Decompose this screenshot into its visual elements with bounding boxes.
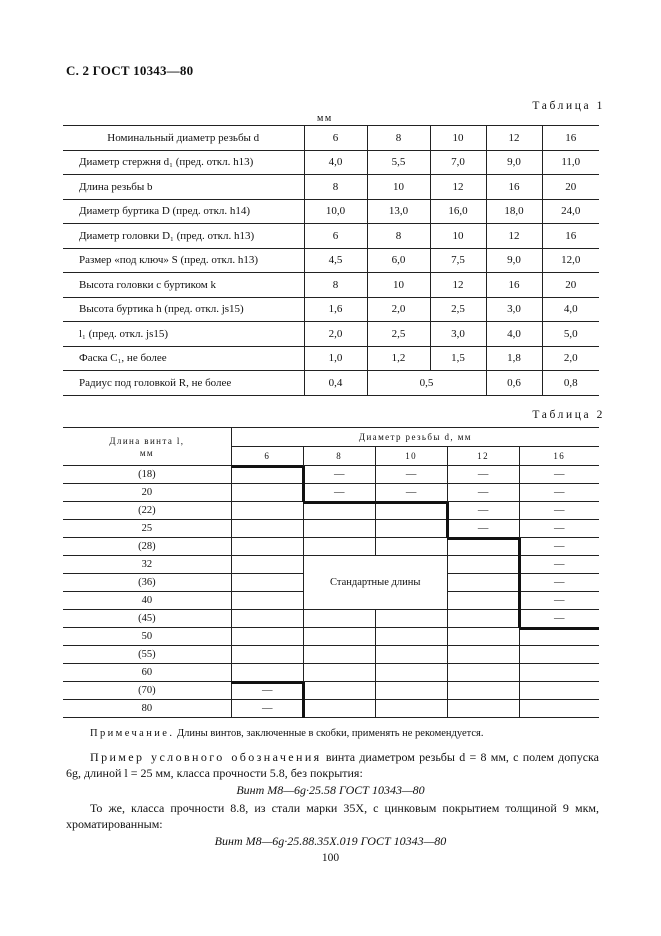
- table2-cell: [303, 646, 375, 664]
- table1-row: [63, 322, 599, 347]
- table2-cell: —: [447, 484, 519, 502]
- table1-cell: 16: [542, 224, 599, 249]
- table2-cell: [447, 682, 519, 700]
- table1-row-label: l₁ (пред. откл. js15): [63, 322, 304, 347]
- note-lead: Примечание.: [90, 728, 175, 739]
- table2-row: [63, 682, 599, 700]
- table2-cell: [303, 682, 375, 700]
- table2-cell: —: [375, 466, 447, 484]
- table1-row-label: Диаметр стержня d₁ (пред. откл. h13): [63, 150, 304, 175]
- table2-cell: [231, 574, 303, 592]
- table2-cell: [375, 502, 447, 520]
- table2-diam-16: 16: [519, 447, 599, 466]
- table2-cell: [375, 538, 447, 556]
- table1-cell: 12: [486, 224, 542, 249]
- table2-cell: [303, 628, 375, 646]
- table1-cell: 9,0: [486, 150, 542, 175]
- table1-caption: Таблица 1: [532, 100, 605, 112]
- table1-cell: 5,5: [367, 150, 430, 175]
- table2-row: [63, 646, 599, 664]
- example-1-paragraph: [66, 749, 599, 781]
- table1-cell: 3,0: [430, 322, 486, 347]
- table2-cell: [375, 628, 447, 646]
- table2-row: [63, 628, 599, 646]
- table2-cell: [519, 664, 599, 682]
- table2-row: [63, 466, 599, 484]
- table1-cell: 12,0: [542, 248, 599, 273]
- table1-cell: 2,0: [304, 322, 367, 347]
- table2-cell: [447, 610, 519, 628]
- table1-row: [63, 297, 599, 322]
- table2-cell: [519, 700, 599, 718]
- page-number: 100: [321, 852, 340, 864]
- table2-cell: [231, 538, 303, 556]
- table2-length-cell: 20: [63, 484, 231, 502]
- table2-cell: —: [231, 682, 303, 700]
- table2-cell: [303, 502, 375, 520]
- table1-cell: 1,6: [304, 297, 367, 322]
- table1-row-label: Диаметр буртика D (пред. откл. h14): [63, 199, 304, 224]
- table2-standard-lengths-label: Стандартные длины: [303, 556, 447, 610]
- table2-cell: [231, 520, 303, 538]
- table2-cell: [231, 466, 303, 484]
- table2-cell: —: [303, 466, 375, 484]
- table2-cell: [447, 592, 519, 610]
- table2-diam-header: Диаметр резьбы d, мм: [231, 428, 599, 447]
- table1-cell: 1,2: [367, 346, 430, 371]
- table1-row-label: Длина резьбы b: [63, 175, 304, 200]
- table2-diam-10: 10: [375, 447, 447, 466]
- table2-cell: —: [519, 466, 599, 484]
- table1-cell: 12: [430, 273, 486, 298]
- table2-cell: —: [519, 610, 599, 628]
- table2-cell: —: [519, 556, 599, 574]
- table2-row: [63, 700, 599, 718]
- table2-length-cell: (22): [63, 502, 231, 520]
- table1-cell-merged: 0,5: [367, 371, 486, 396]
- table2-cell: [231, 628, 303, 646]
- table1-row: [63, 199, 599, 224]
- table2-cell: [447, 556, 519, 574]
- table1-cell: 1,5: [430, 346, 486, 371]
- example-2-paragraph: То же, класса прочности 8.8, из стали марки 35Х, с цинковым покрытием толщиной 9 мкм, хроматированным:: [66, 801, 599, 831]
- table2-header-row-1: [63, 428, 599, 447]
- table2-length-cell: (28): [63, 538, 231, 556]
- table1-cell: 2,0: [542, 346, 599, 371]
- table1-cell: 13,0: [367, 199, 430, 224]
- table1-cell: 6,0: [367, 248, 430, 273]
- table2-length-cell: 40: [63, 592, 231, 610]
- table2-row: [63, 502, 599, 520]
- example-1-lead: Пример условного обозначения: [90, 750, 322, 764]
- table1-row: [63, 150, 599, 175]
- table1-cell: 0,8: [542, 371, 599, 396]
- table1-cell: 1,8: [486, 346, 542, 371]
- table2-length-cell: 60: [63, 664, 231, 682]
- table2-cell: [231, 610, 303, 628]
- table1-cell: 10: [367, 175, 430, 200]
- table2-cell: [303, 700, 375, 718]
- table1-cell: 4,0: [304, 150, 367, 175]
- table1-row-label: Размер «под ключ» S (пред. откл. h13): [63, 248, 304, 273]
- table1-cell: 10,0: [304, 199, 367, 224]
- table1-cell: 5,0: [542, 322, 599, 347]
- table2-cell: [231, 646, 303, 664]
- table2-cell: [447, 538, 519, 556]
- table2-cell: [375, 520, 447, 538]
- table1-cell: 20: [542, 273, 599, 298]
- table2-cell: —: [447, 502, 519, 520]
- table2-length-title: Длина винта l,: [109, 435, 185, 446]
- table2-diam-6: 6: [231, 447, 303, 466]
- table1-diam-16: 16: [542, 126, 599, 151]
- table1-cell: 24,0: [542, 199, 599, 224]
- table2-cell: [519, 682, 599, 700]
- table2-length-cell: 50: [63, 628, 231, 646]
- table2-cell: —: [519, 574, 599, 592]
- table1-cell: 20: [542, 175, 599, 200]
- table1-cell: 18,0: [486, 199, 542, 224]
- table1-cell: 10: [367, 273, 430, 298]
- table1-diam-10: 10: [430, 126, 486, 151]
- example-1-designation: Винт М8—6g·25.58 ГОСТ 10343—80: [236, 783, 425, 797]
- page-header: С. 2 ГОСТ 10343—80: [66, 63, 194, 78]
- table2-cell: [519, 646, 599, 664]
- table2-cell: [231, 556, 303, 574]
- table2-cell: —: [231, 700, 303, 718]
- table1-cell: 4,0: [486, 322, 542, 347]
- table1: [63, 125, 599, 396]
- table2-cell: —: [519, 592, 599, 610]
- example-2-designation: Винт М8—6g·25.88.35Х.019 ГОСТ 10343—80: [214, 834, 447, 848]
- table1-row: [63, 346, 599, 371]
- table1-diam-8: 8: [367, 126, 430, 151]
- table1-header-label: Номинальный диаметр резьбы d: [63, 126, 304, 151]
- table2-cell: [231, 502, 303, 520]
- table2-diam-12: 12: [447, 447, 519, 466]
- table2-cell: —: [303, 484, 375, 502]
- table2-length-cell: 25: [63, 520, 231, 538]
- table2-length-cell: (36): [63, 574, 231, 592]
- table1-cell: 16: [486, 175, 542, 200]
- table2-cell: —: [447, 466, 519, 484]
- table2-length-cell: 80: [63, 700, 231, 718]
- table2-cell: [303, 538, 375, 556]
- table2-cell: [231, 664, 303, 682]
- table2-cell: —: [519, 538, 599, 556]
- table1-row-label: Диаметр головки D₁ (пред. откл. h13): [63, 224, 304, 249]
- table2-row: [63, 520, 599, 538]
- table2-cell: [303, 520, 375, 538]
- table2-caption: Таблица 2: [532, 409, 605, 421]
- table1-cell: 3,0: [486, 297, 542, 322]
- table1-cell: 8: [304, 273, 367, 298]
- table2-length-cell: (55): [63, 646, 231, 664]
- table2-cell: [375, 646, 447, 664]
- table1-row-label: Фаска C₁, не более: [63, 346, 304, 371]
- table1-row-label: Высота буртика h (пред. откл. js15): [63, 297, 304, 322]
- table1-cell: 7,5: [430, 248, 486, 273]
- table2-cell: —: [519, 520, 599, 538]
- table1-diam-6: 6: [304, 126, 367, 151]
- table2-cell: —: [447, 520, 519, 538]
- table2-length-cell: (18): [63, 466, 231, 484]
- table1-row: [63, 175, 599, 200]
- table1-cell: 2,0: [367, 297, 430, 322]
- example-1-text: винта диаметром резьбы d = 8 мм, с полем допуска 6g, длиной l = 25 мм, класса прочности 5.8, без покрытия:: [66, 750, 600, 780]
- table2-cell: —: [519, 502, 599, 520]
- table2-cell: [375, 682, 447, 700]
- table1-cell: 8: [304, 175, 367, 200]
- table2-cell: [231, 484, 303, 502]
- table2-cell: [447, 628, 519, 646]
- table1-cell: 0,6: [486, 371, 542, 396]
- table1-cell: 2,5: [430, 297, 486, 322]
- table1-cell: 4,5: [304, 248, 367, 273]
- table2-length-cell: (45): [63, 610, 231, 628]
- table1-cell: 16: [486, 273, 542, 298]
- table2-length-cell: 32: [63, 556, 231, 574]
- table1-cell: 1,0: [304, 346, 367, 371]
- table1-header-row: [63, 126, 599, 151]
- table1-cell: 12: [430, 175, 486, 200]
- table1-cell: 9,0: [486, 248, 542, 273]
- table2-cell: [375, 664, 447, 682]
- note-text: Длины винтов, заключенные в скобки, применять не рекомендуется.: [177, 728, 484, 739]
- table2-row: [63, 664, 599, 682]
- table1-cell: 0,4: [304, 371, 367, 396]
- table2-cell: [447, 664, 519, 682]
- table2-length-cell: (70): [63, 682, 231, 700]
- table1-row: [63, 248, 599, 273]
- table2-length-units: мм: [139, 447, 155, 458]
- table2-cell: [303, 664, 375, 682]
- table1-cell: 4,0: [542, 297, 599, 322]
- table2-length-header: [63, 428, 231, 466]
- table2-cell: [447, 700, 519, 718]
- table2-cell: [231, 592, 303, 610]
- table2-cell: [375, 700, 447, 718]
- table1-row-label: Радиус под головкой R, не более: [63, 371, 304, 396]
- table1-cell: 8: [367, 224, 430, 249]
- table1-row-label: Высота головки с буртиком k: [63, 273, 304, 298]
- table2-cell: [447, 574, 519, 592]
- table2-cell: [375, 610, 447, 628]
- table1-cell: 16,0: [430, 199, 486, 224]
- table1-row: [63, 224, 599, 249]
- table1-cell: 2,5: [367, 322, 430, 347]
- table1-diam-12: 12: [486, 126, 542, 151]
- table1-cell: 10: [430, 224, 486, 249]
- table1-units: мм: [317, 113, 333, 124]
- table2-cell: —: [519, 484, 599, 502]
- table2-cell: —: [375, 484, 447, 502]
- table2-cell: [303, 610, 375, 628]
- table2-note: [90, 728, 483, 739]
- table1-cell: 11,0: [542, 150, 599, 175]
- table2-row: [63, 484, 599, 502]
- table1-cell: 7,0: [430, 150, 486, 175]
- table1-cell: 6: [304, 224, 367, 249]
- table2-cell: [447, 646, 519, 664]
- table2-diam-8: 8: [303, 447, 375, 466]
- table2-cell: [519, 628, 599, 646]
- table1-row: [63, 273, 599, 298]
- table1-row-radius: [63, 371, 599, 396]
